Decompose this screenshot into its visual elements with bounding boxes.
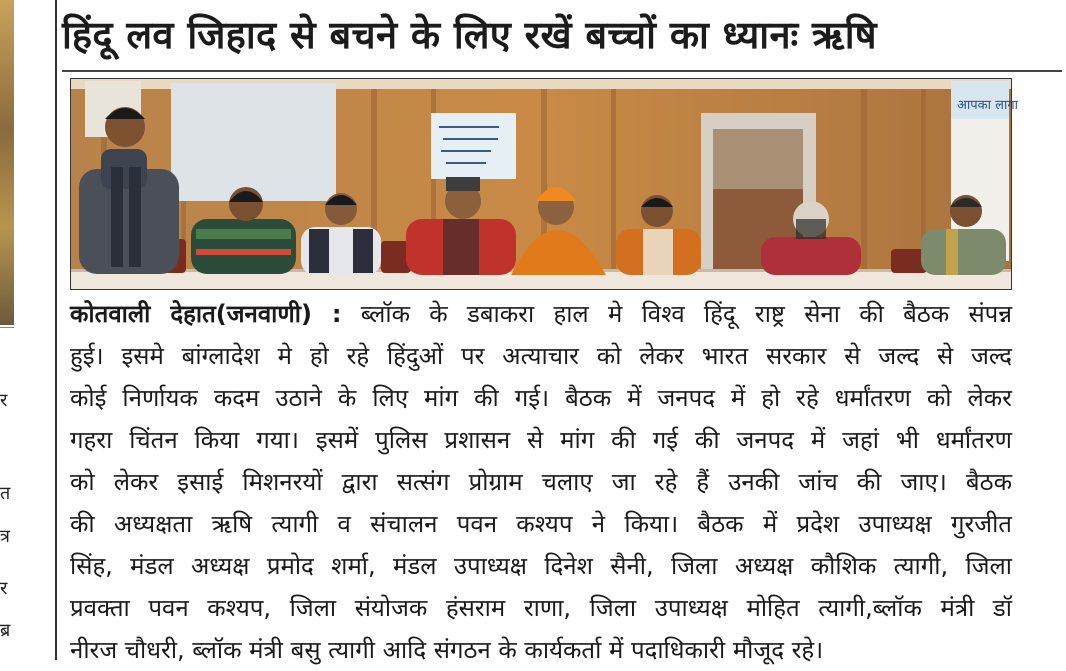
adjacent-text-fragment: र bbox=[0, 578, 8, 599]
article-line: सिंह, मंडल अध्यक्ष प्रमोद शर्मा, मंडल उपाध्यक्ष दिनेश सैनी, जिला अध्यक्ष कौशिक त्यागी, जिला bbox=[70, 552, 1012, 580]
article-line bbox=[70, 293, 1012, 335]
headline-divider bbox=[62, 70, 1062, 72]
adjacent-text-fragment: ब्र bbox=[0, 620, 11, 641]
meeting-photo-icon bbox=[71, 79, 1019, 289]
article-line: कोई निर्णायक कदम उठाने के लिए मांग की गई। बैठक में जनपद में हो रहे धर्मांतरण को लेकर bbox=[70, 384, 1012, 412]
divider bbox=[0, 327, 14, 328]
article-line: की अध्यक्षता ऋषि त्यागी व संचालन पवन कश्यप ने किया। बैठक में प्रदेश उपाध्यक्ष गुरजीत bbox=[70, 510, 1012, 538]
article-body bbox=[70, 293, 1012, 671]
adjacent-photo-fragment bbox=[0, 0, 14, 325]
headline: हिंदू लव जिहाद से बचने के लिए रखें बच्चों का ध्यानः ऋषि bbox=[62, 13, 877, 57]
adjacent-column-fragment bbox=[0, 0, 14, 660]
column-divider bbox=[55, 0, 57, 660]
dateline: कोतवाली देहात(जनवाणी) : bbox=[70, 300, 342, 328]
article-line: नीरज चौधरी, ब्लॉक मंत्री बसु त्यागी आदि संगठन के कार्यकर्ता में पदाधिकारी मौजूद रहे। bbox=[70, 636, 824, 664]
article-line: को लेकर इसाई मिशनरयों द्वारा सत्संग प्रोग्राम चलाए जा रहे हैं उनकी जांच की जाए। बैठक bbox=[70, 468, 1012, 496]
adjacent-text-fragment: त्र bbox=[0, 526, 10, 547]
article-line-text: ब्लॉक के डबाकरा हाल मे विश्व हिंदू राष्ट्र सेना की बैठक संपन्न bbox=[360, 300, 1012, 328]
adjacent-text-fragment: र bbox=[0, 390, 8, 411]
adjacent-text-fragment: त bbox=[0, 483, 11, 504]
article-line: गहरा चिंतन किया गया। इसमें पुलिस प्रशासन से मांग की गई की जनपद में जहां भी धर्मांतरण bbox=[70, 426, 1012, 454]
banner-text: आपका लागा bbox=[957, 98, 1019, 113]
article-line: प्रवक्ता पवन कश्यप, जिला संयोजक हंसराम राणा, जिला उपाध्यक्ष मोहित त्यागी,ब्लॉक मंत्री डॉ bbox=[70, 594, 1012, 622]
news-photo bbox=[70, 78, 1019, 290]
article-line: हुई। इसमे बांग्लादेश मे हो रहे हिंदुओं पर अत्याचार को लेकर भारत सरकार से जल्द से जल्द bbox=[70, 342, 1012, 370]
